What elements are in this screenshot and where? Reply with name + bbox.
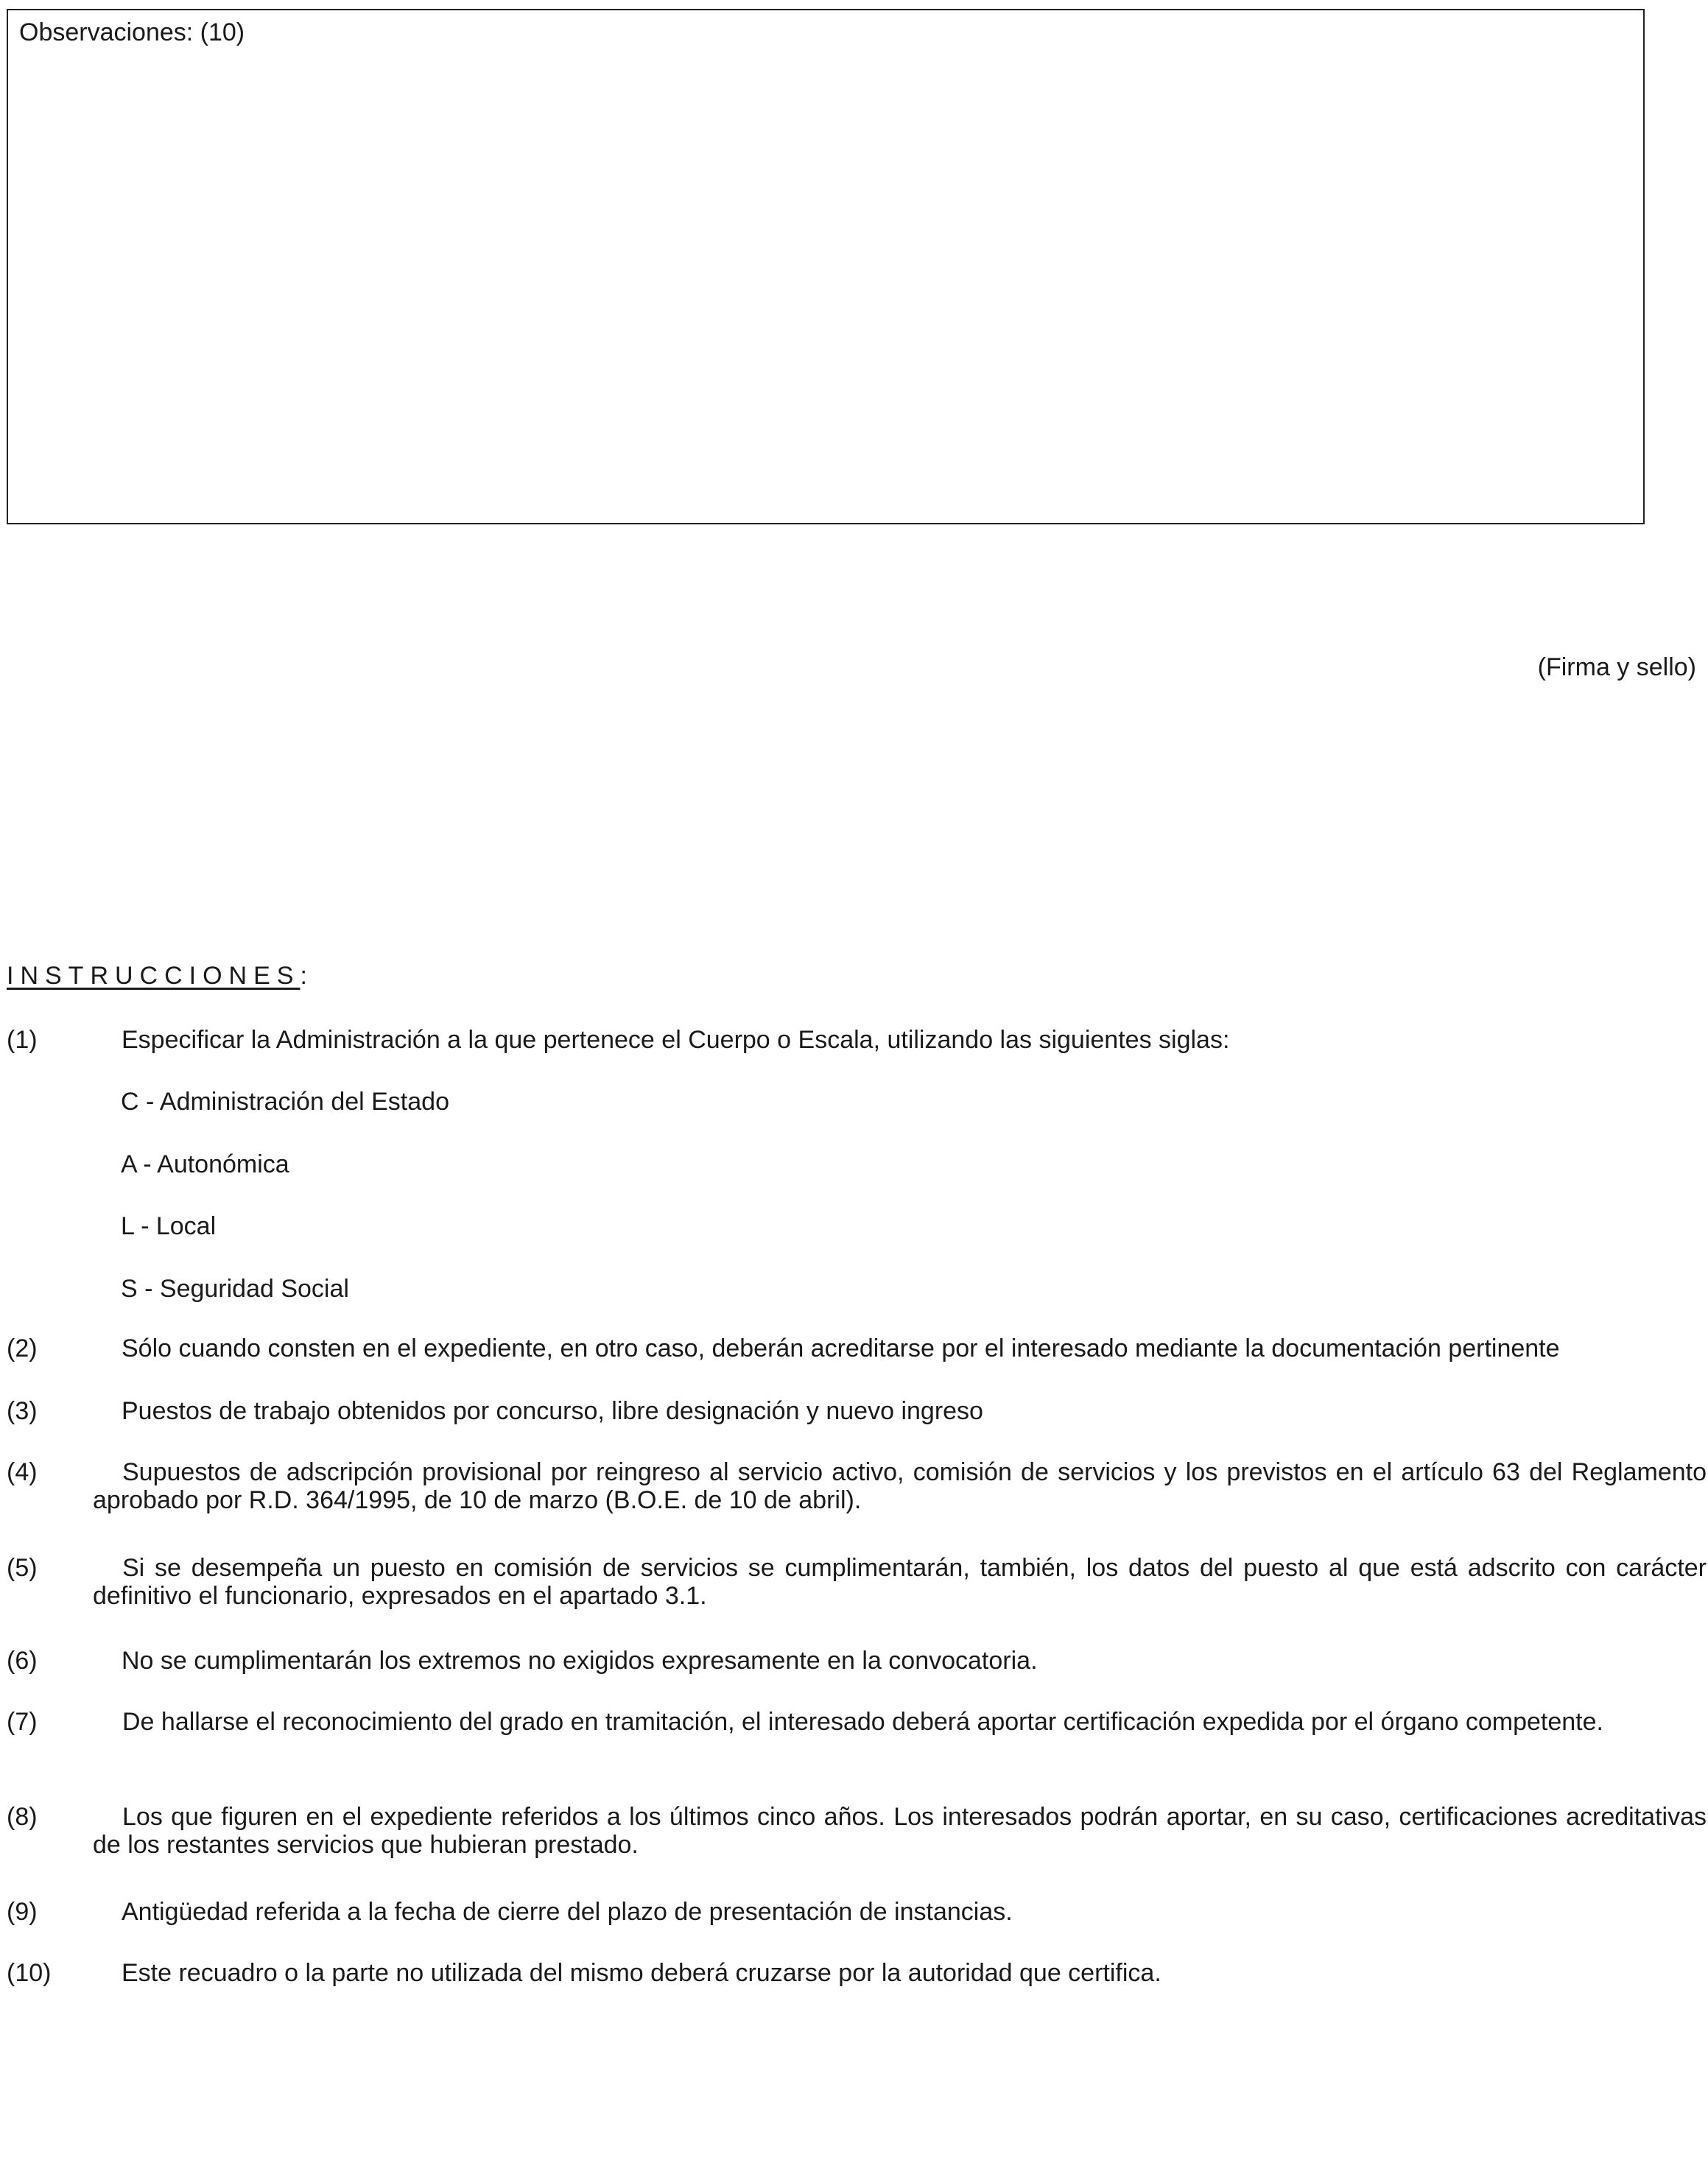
instructions-title-word: INSTRUCCIONES [7, 962, 301, 990]
note-1 [7, 1026, 1708, 1054]
note-3 [7, 1397, 1708, 1425]
note-number: (8) [7, 1803, 38, 1831]
observaciones-label: Observaciones: (10) [19, 18, 245, 46]
note-text: Puestos de trabajo obtenidos por concurso, libre designación y nuevo ingreso [122, 1397, 983, 1425]
note-5 [7, 1554, 1707, 1610]
note-text: Los que figuren en el expediente referidos a los últimos cinco años. Los interesados podrán aportar, en su caso, certificaciones acreditativas de los restantes servicios que hubieran prestado. [93, 1803, 1707, 1859]
note-10 [7, 1959, 1708, 1987]
note-number: (2) [7, 1334, 38, 1362]
note-number: (7) [7, 1708, 38, 1736]
note-text: Este recuadro o la parte no utilizada del mismo deberá cruzarse por la autoridad que certifica. [122, 1959, 1161, 1987]
note-text: De hallarse el reconocimiento del grado en tramitación, el interesado deberá aportar certificación expedida por el órgano competente. [122, 1708, 1603, 1736]
note-number: (6) [7, 1647, 38, 1675]
note-2 [7, 1334, 1708, 1362]
note-8 [7, 1803, 1707, 1859]
note-9 [7, 1898, 1708, 1926]
note-number: (5) [7, 1554, 38, 1582]
sigla-item: L - Local [121, 1212, 217, 1240]
instructions-title-colon: : [300, 962, 307, 990]
note-text: Si se desempeña un puesto en comisión de servicios se cumplimentarán, también, los datos del puesto al que está adscrito con carácter definitivo el funcionario, expresados en el apartado 3.1. [93, 1554, 1707, 1610]
note-text: Antigüedad referida a la fecha de cierre del plazo de presentación de instancias. [122, 1898, 1013, 1926]
note-4 [7, 1458, 1707, 1514]
sigla-item: A - Autonómica [121, 1150, 289, 1178]
note-number: (10) [7, 1959, 52, 1987]
sigla-item: C - Administración del Estado [121, 1088, 449, 1116]
note-text: No se cumplimentarán los extremos no exigidos expresamente en la convocatoria. [122, 1647, 1038, 1675]
note-number: (1) [7, 1026, 38, 1054]
signature-label: (Firma y sello) [1537, 653, 1696, 681]
note-number: (9) [7, 1898, 38, 1926]
note-text: Especificar la Administración a la que pertenece el Cuerpo o Escala, utilizando las siguientes siglas: [122, 1026, 1230, 1054]
observaciones-box[interactable] [7, 9, 1645, 524]
note-6 [7, 1647, 1708, 1675]
note-number: (3) [7, 1397, 38, 1425]
sigla-item: S - Seguridad Social [121, 1275, 349, 1303]
note-text: Supuestos de adscripción provisional por reingreso al servicio activo, comisión de servicios y los previstos en el artículo 63 del Reglamento aprobado por R.D. 364/1995, de 10 de marzo (B.O.E. de 10 de abril). [93, 1458, 1707, 1514]
note-text: Sólo cuando consten en el expediente, en otro caso, deberán acreditarse por el interesado mediante la documentación pertinente [122, 1334, 1560, 1362]
note-7 [7, 1708, 1707, 1736]
note-number: (4) [7, 1458, 38, 1486]
instructions-title [7, 961, 307, 991]
